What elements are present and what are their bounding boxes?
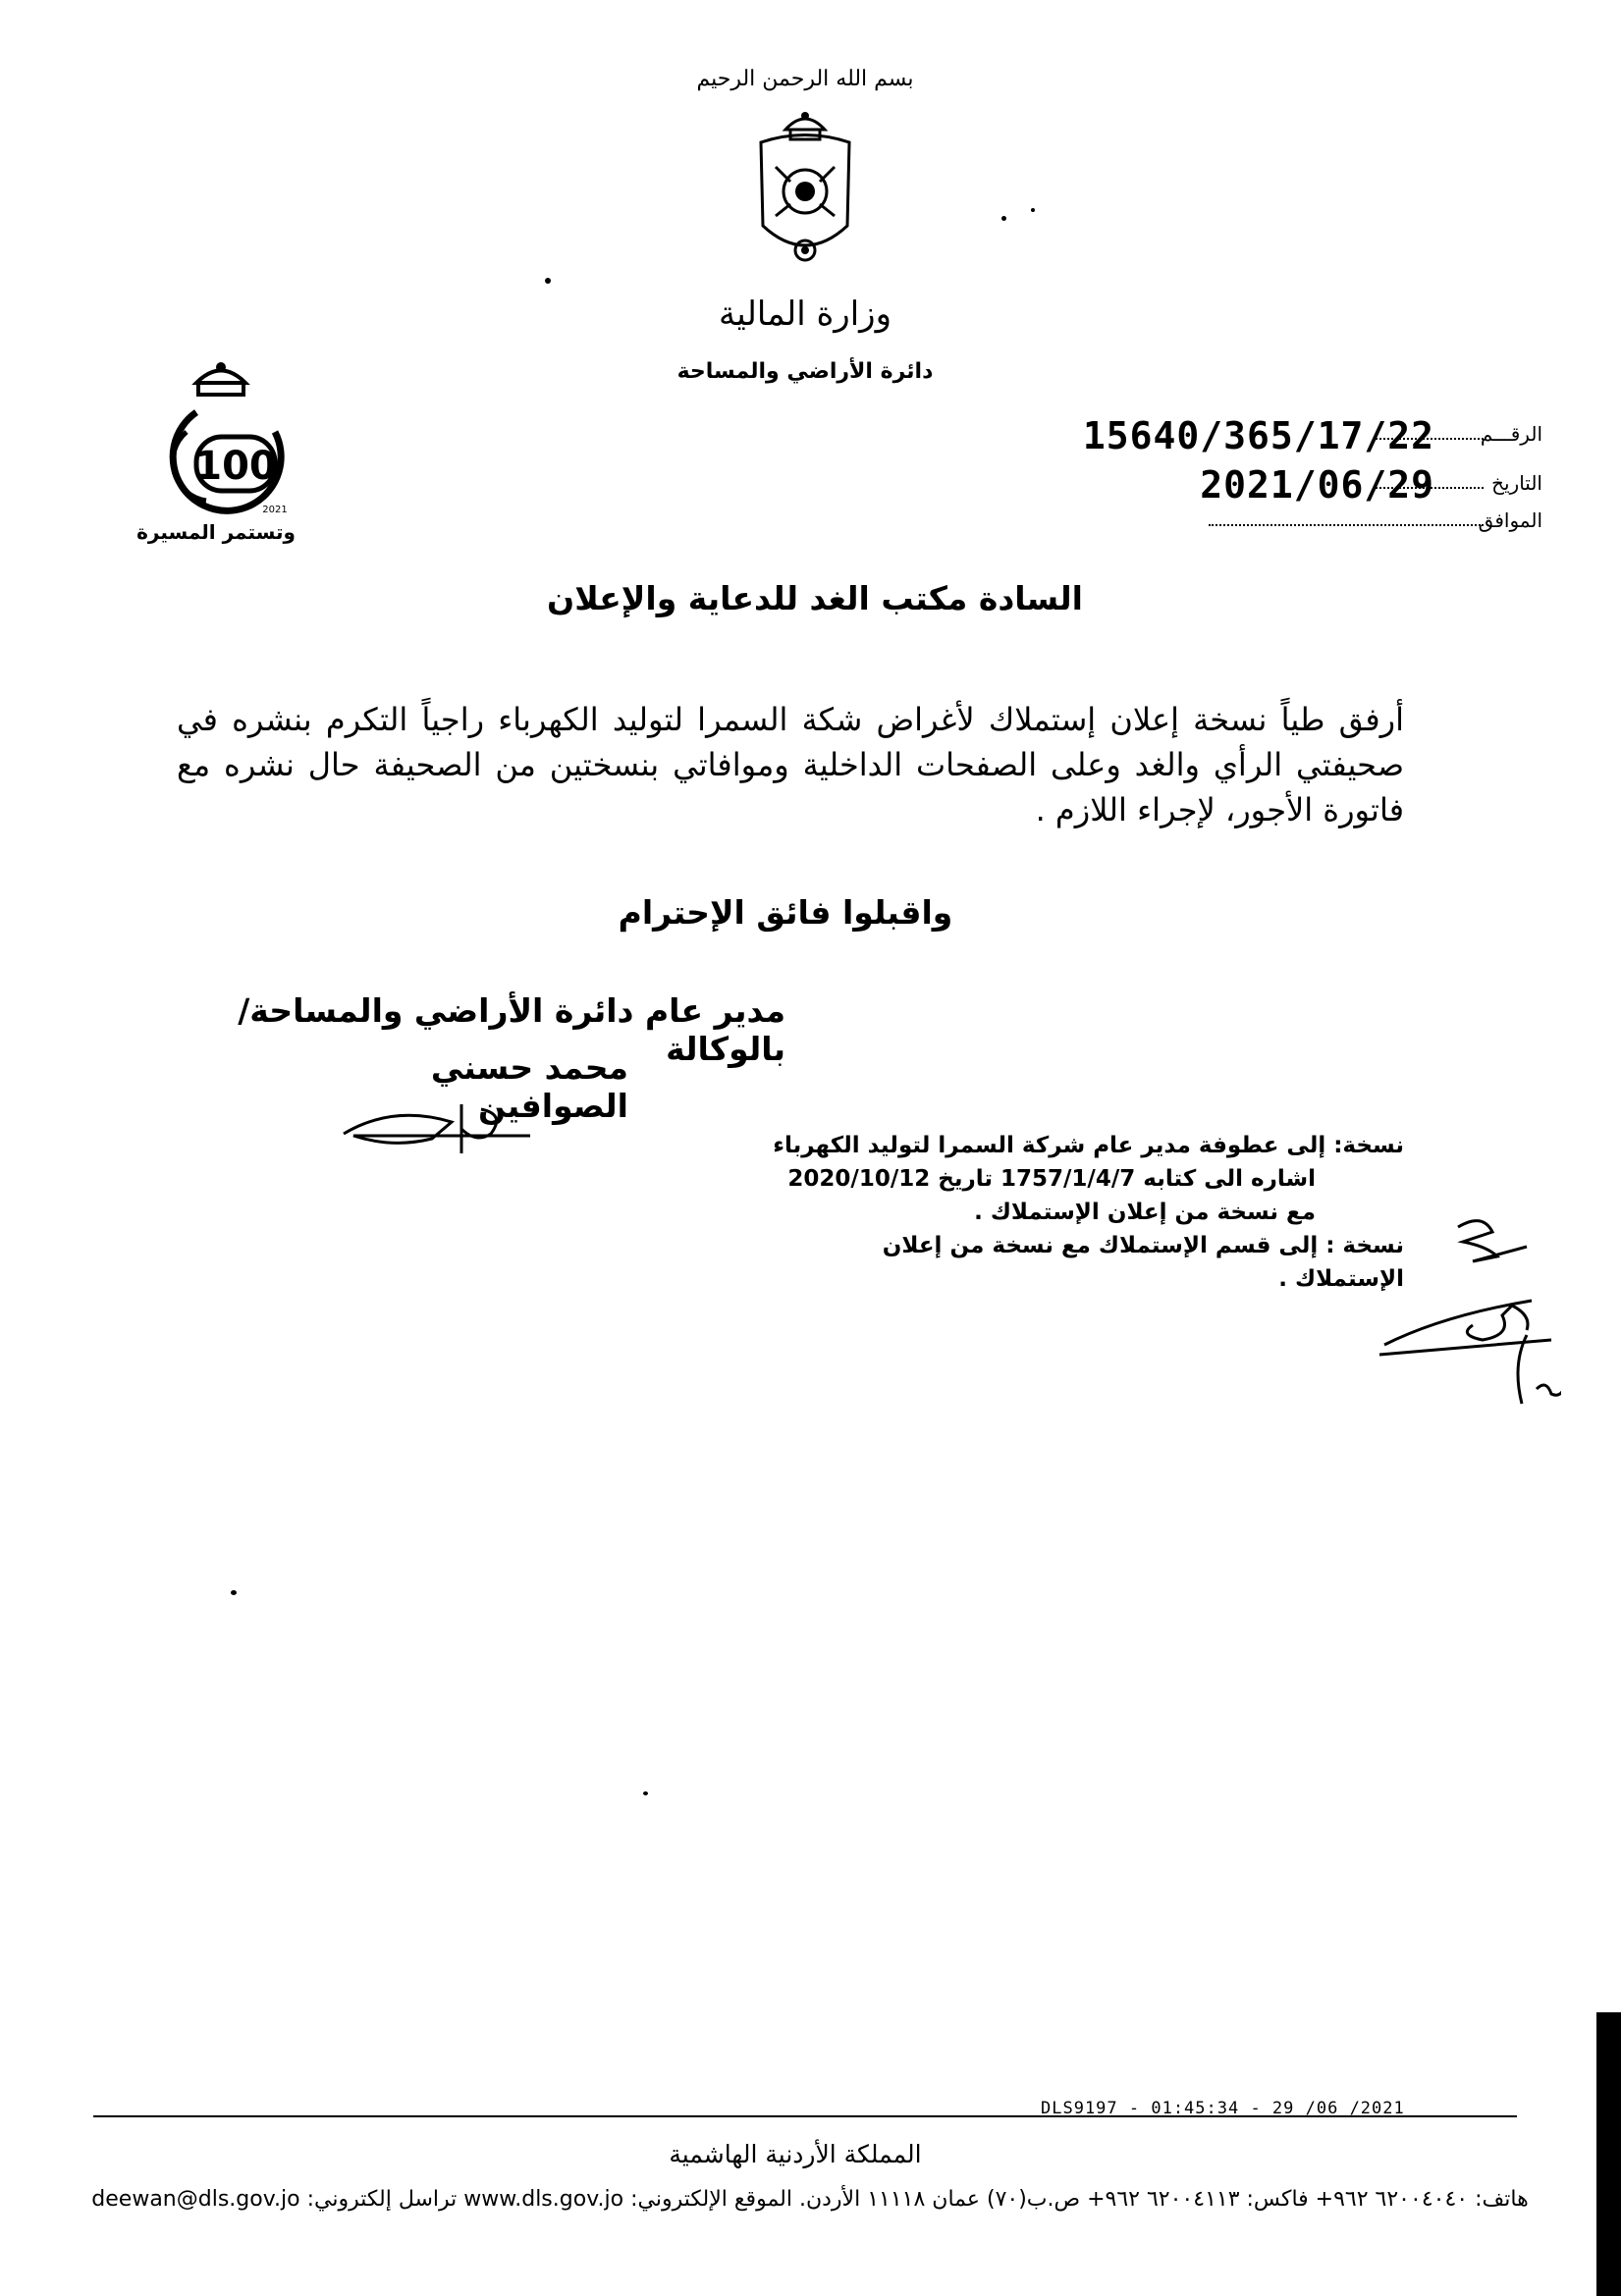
addressee: السادة مكتب الغد للدعاية والإعلان — [547, 579, 1083, 617]
reference-number-value: 15640/365/17/22 — [1082, 414, 1434, 457]
reference-date-value: 2021/06/29 — [1200, 463, 1434, 507]
reference-number-label: الرقـــم — [1480, 422, 1542, 446]
footer-divider — [93, 2115, 1517, 2117]
scan-speck — [231, 1590, 237, 1595]
centennial-year: 2021 — [262, 505, 288, 515]
signatory-name: محمد حسني الصوافين — [430, 1048, 628, 1125]
handwritten-signature-icon — [334, 1095, 550, 1163]
reference-date-row — [1032, 463, 1542, 507]
reference-hijri-row — [1032, 501, 1542, 540]
handwritten-initials-icon — [1365, 1207, 1561, 1423]
closing-phrase: واقبلوا فائق الإحترام — [618, 893, 953, 932]
copy-line: نسخة : إلى قسم الإستملاك مع نسخة من إعلان الإستملاك . — [882, 1233, 1404, 1292]
basmala: بسم الله الرحمن الرحيم — [696, 67, 914, 91]
letter-body: أرفق طياً نسخة إعلان إستملاك لأغراض شكة السمرا لتوليد الكهرباء راجياً التكرم بنشره في صحيفتي الرأي والغد وعلى الصفحات الداخلية وموافاتي بنسختين من الصحيفة حال نشره مع فاتورة الأجور، لإجراء اللازم . — [177, 701, 1404, 828]
print-reference: DLS9197 - 01:45:34 - 29 /06 /2021 — [1041, 2099, 1405, 2118]
centennial-tagline: وتستمر المسيرة — [136, 520, 296, 544]
reference-hijri-label: الموافق — [1478, 508, 1542, 532]
royal-crest-icon — [741, 108, 869, 275]
ministry-name: وزارة المالية — [719, 294, 892, 334]
dotted-line — [1209, 524, 1484, 526]
copies-block — [766, 1129, 1404, 1296]
contact-info: هاتف: ٦٢٠٠٤٠٤٠ ٩٦٢+ فاكس: ٦٢٠٠٤١١٣ ٩٦٢+ ص.ب(٧٠) عمان ١١١١٨ الأردن. الموقع الإلكتروني: www.dls.gov.jo تراسل إلكتروني: deewan@dls.gov.jo — [91, 2187, 1529, 2212]
reference-date-label: التاريخ — [1491, 471, 1542, 495]
kingdom-name: المملكة الأردنية الهاشمية — [669, 2140, 922, 2168]
reference-number-row — [1032, 414, 1542, 457]
scan-speck — [643, 1791, 648, 1795]
scan-speck — [545, 278, 551, 284]
scan-speck — [1001, 216, 1006, 221]
centennial-number: 100 — [194, 444, 277, 489]
copy-line: اشاره الى كتابه 1757/1/4/7 تاريخ 2020/10/12 — [787, 1166, 1316, 1192]
scan-edge-bar — [1596, 2012, 1621, 2296]
signatory-title: مدير عام دائرة الأراضي والمساحة/بالوكالة — [238, 991, 785, 1068]
department-name: دائرة الأراضي والمساحة — [676, 359, 934, 384]
scan-speck — [1031, 208, 1035, 212]
copy-line: نسخة: إلى عطوفة مدير عام شركة السمرا لتوليد الكهرباء — [773, 1133, 1404, 1158]
copy-line: مع نسخة من إعلان الإستملاك . — [974, 1200, 1316, 1225]
